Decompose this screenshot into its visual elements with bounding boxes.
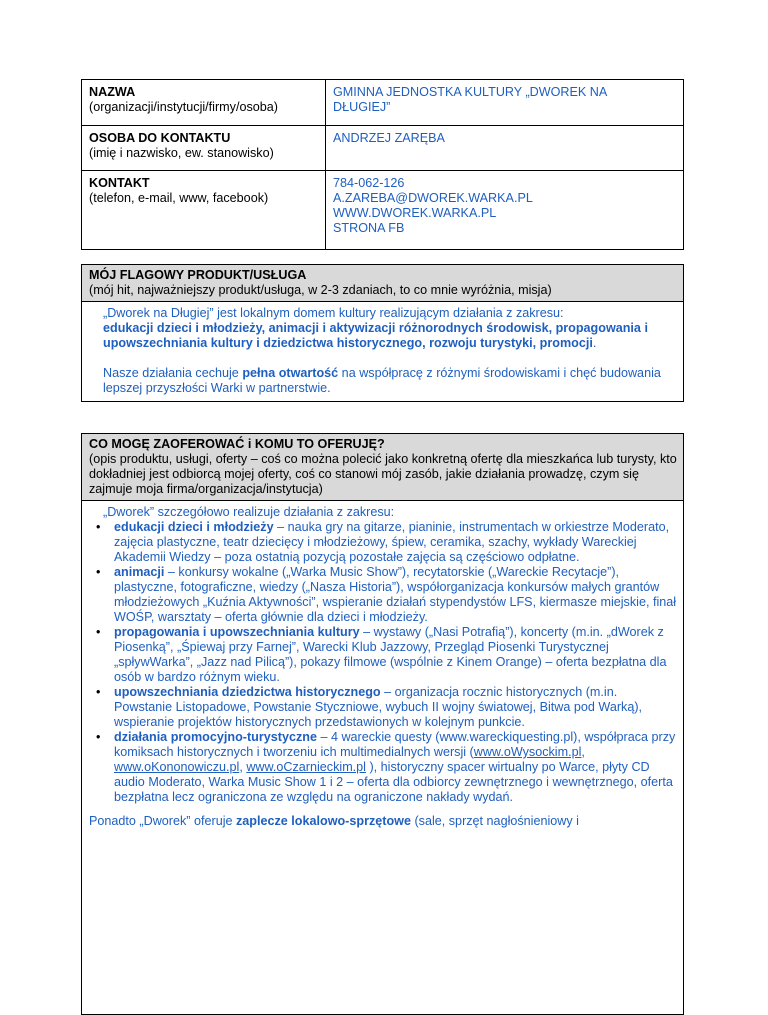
text: na współpracę z różnymi środowiskami i chęć budowania lepszej przyszłości Warki w partnerstwie. <box>103 366 661 395</box>
info-label-contact-person <box>82 126 326 171</box>
label-subtitle: (telefon, e-mail, www, facebook) <box>89 191 269 205</box>
text-bold: pełna otwartość <box>242 366 339 380</box>
item-text: ), historyczny spacer wirtualny po Warce, płyty CD audio Moderato, Warka Music Show 1 i 2 – oferta dla odbiorcy zewnętrznego i wewnętrznego, oferta bezpłatna lecz ograniczona ze względu na ograniczone nakłady wydań. <box>114 760 673 804</box>
phone-value: 784-062-126 <box>333 176 405 190</box>
info-label-name <box>82 80 326 126</box>
item-bold: animacji <box>114 565 165 579</box>
bullet: • <box>96 520 101 534</box>
value-line: DŁUGIEJ” <box>333 100 391 114</box>
link-okononowiczu[interactable]: www.oKononowiczu.pl <box>114 760 240 774</box>
item-bold: działania promocyjno-turystyczne <box>114 730 317 744</box>
flagship-paragraph <box>103 306 677 351</box>
offer-subtitle: (opis produktu, usługi, oferty – coś co można polecić jako konkretną ofertę dla mieszkańca lub turysty, kto dokładniej jest odbiorcą mojej oferty, coś co stanowi mój zasób, jakie działania prowadzę, czym się zajmuje moja firma/organizacja/instytucja) <box>89 452 677 496</box>
flagship-subtitle: (mój hit, najważniejszy produkt/usługa, w 2-3 zdaniach, to co mnie wyróżnia, misja) <box>89 283 552 297</box>
offer-header <box>82 434 683 501</box>
link-oczarnieckim[interactable]: www.oCzarnieckim.pl <box>246 760 366 774</box>
email-value: A.ZAREBA@DWOREK.WARKA.PL <box>333 191 533 205</box>
list-item <box>89 685 677 730</box>
text: Nasze działania cechuje <box>103 366 243 380</box>
flagship-paragraph <box>103 366 677 396</box>
item-text: – konkursy wokalne („Warka Music Show”), recytatorskie („Wareckie Recytacje”), plastyczne, fotograficzne, wiedzy („Nasza Historia”), współorganizacja konkursów małych grantów młodzieżowych „Kuźnia Aktywności”, wspieranie działań stypendystów LFS, kiermasze miejskie, finał WOŚP, warsztaty – oferta głównie dla dzieci i młodzieży. <box>114 565 677 624</box>
info-row-contact <box>82 171 684 250</box>
item-text: – 4 wareckie questy (www.wareckiquesting.pl), współpraca przy komiksach historycznych i tworzeniu ich multimedialnych wersji ( <box>114 730 676 759</box>
offer-closing <box>89 814 677 829</box>
offer-body <box>82 501 683 829</box>
list-item <box>89 520 677 565</box>
offer-section <box>81 433 684 1015</box>
list-item <box>89 625 677 685</box>
bullet: • <box>96 565 101 579</box>
info-value-contact <box>326 171 684 250</box>
item-bold: propagowania i upowszechniania kultury <box>114 625 360 639</box>
bullet: • <box>96 685 101 699</box>
value-line: ANDRZEJ ZARĘBA <box>333 131 445 145</box>
info-row-name <box>82 80 684 126</box>
info-value-name <box>326 80 684 126</box>
flagship-title: MÓJ FLAGOWY PRODUKT/USŁUGA <box>89 268 307 282</box>
info-value-contact-person <box>326 126 684 171</box>
label-title: KONTAKT <box>89 176 150 190</box>
value-line: GMINNA JEDNOSTKA KULTURY „DWOREK NA <box>333 85 608 99</box>
flagship-body <box>82 302 683 401</box>
text-bold: edukacji dzieci i młodzieży, animacji i aktywizacji różnorodnych środowisk, propagowania i upowszechniania kultury i dziedzictwa historycznego, rozwoju turystyki, promocji <box>103 321 648 350</box>
label-subtitle: (organizacji/instytucji/firmy/osoba) <box>89 100 278 114</box>
item-text: – organizacja rocznic historycznych (m.in. Powstanie Listopadowe, Powstanie Styczniowe, wybuch II wojny światowej, Bitwa pod Warką), wspieranie projektów historycznych przedstawionych w kolejnym punkcie. <box>114 685 643 729</box>
offer-list <box>89 520 677 805</box>
text-bold: zaplecze lokalowo-sprzętowe <box>236 814 411 828</box>
label-title: OSOBA DO KONTAKTU <box>89 131 231 145</box>
bullet: • <box>96 625 101 639</box>
item-text: – nauka gry na gitarze, pianinie, instrumentach w orkiestrze Moderato, zajęcia plastyczne, teatr dziecięcy i młodzieżowy, śpiew, ceramika, szachy, wykłady Wareckiej Akademii Wiedzy – poza ostatnią pozycją pozostałe zajęcia są częściowo odpłatne. <box>114 520 670 564</box>
label-subtitle: (imię i nazwisko, ew. stanowisko) <box>89 146 274 160</box>
bullet: • <box>96 730 101 744</box>
offer-intro: „Dworek” szczegółowo realizuje działania z zakresu: <box>103 505 395 519</box>
info-label-contact <box>82 171 326 250</box>
link-owysockim[interactable]: www.oWysockim.pl <box>473 745 582 759</box>
flagship-header <box>82 265 683 302</box>
text: Ponadto „Dworek” oferuje <box>89 814 236 828</box>
website-value: WWW.DWOREK.WARKA.PL <box>333 206 497 220</box>
text: . <box>592 336 597 350</box>
separator: , <box>581 745 585 759</box>
flagship-section <box>81 264 684 402</box>
item-bold: edukacji dzieci i młodzieży <box>114 520 274 534</box>
item-text: – wystawy („Nasi Potrafią”), koncerty (m.in. „dWorek z Piosenką”, „Śpiewaj przy Farnej”, Warecki Klub Jazzowy, Przegląd Piosenki Turystycznej „spływWarka”, „Jazz nad Pilicą”), pokazy filmowe (wspólnie z Kinem Orange) – oferta bezpłatna dla osób w bardzo różnym wieku. <box>114 625 667 684</box>
separator: , <box>239 760 247 774</box>
text: „Dworek na Długiej” jest lokalnym domem kultury realizującym działania z zakresu: <box>103 306 564 320</box>
list-item <box>89 730 677 805</box>
item-bold: upowszechniania dziedzictwa historycznego <box>114 685 381 699</box>
text: (sale, sprzęt nagłośnieniowy i <box>410 814 579 828</box>
facebook-value: STRONA FB <box>333 221 405 235</box>
info-table <box>81 79 684 250</box>
info-row-contact-person <box>82 126 684 171</box>
label-title: NAZWA <box>89 85 136 99</box>
offer-title: CO MOGĘ ZAOFEROWAĆ i KOMU TO OFERUJĘ? <box>89 437 385 451</box>
list-item <box>89 565 677 625</box>
